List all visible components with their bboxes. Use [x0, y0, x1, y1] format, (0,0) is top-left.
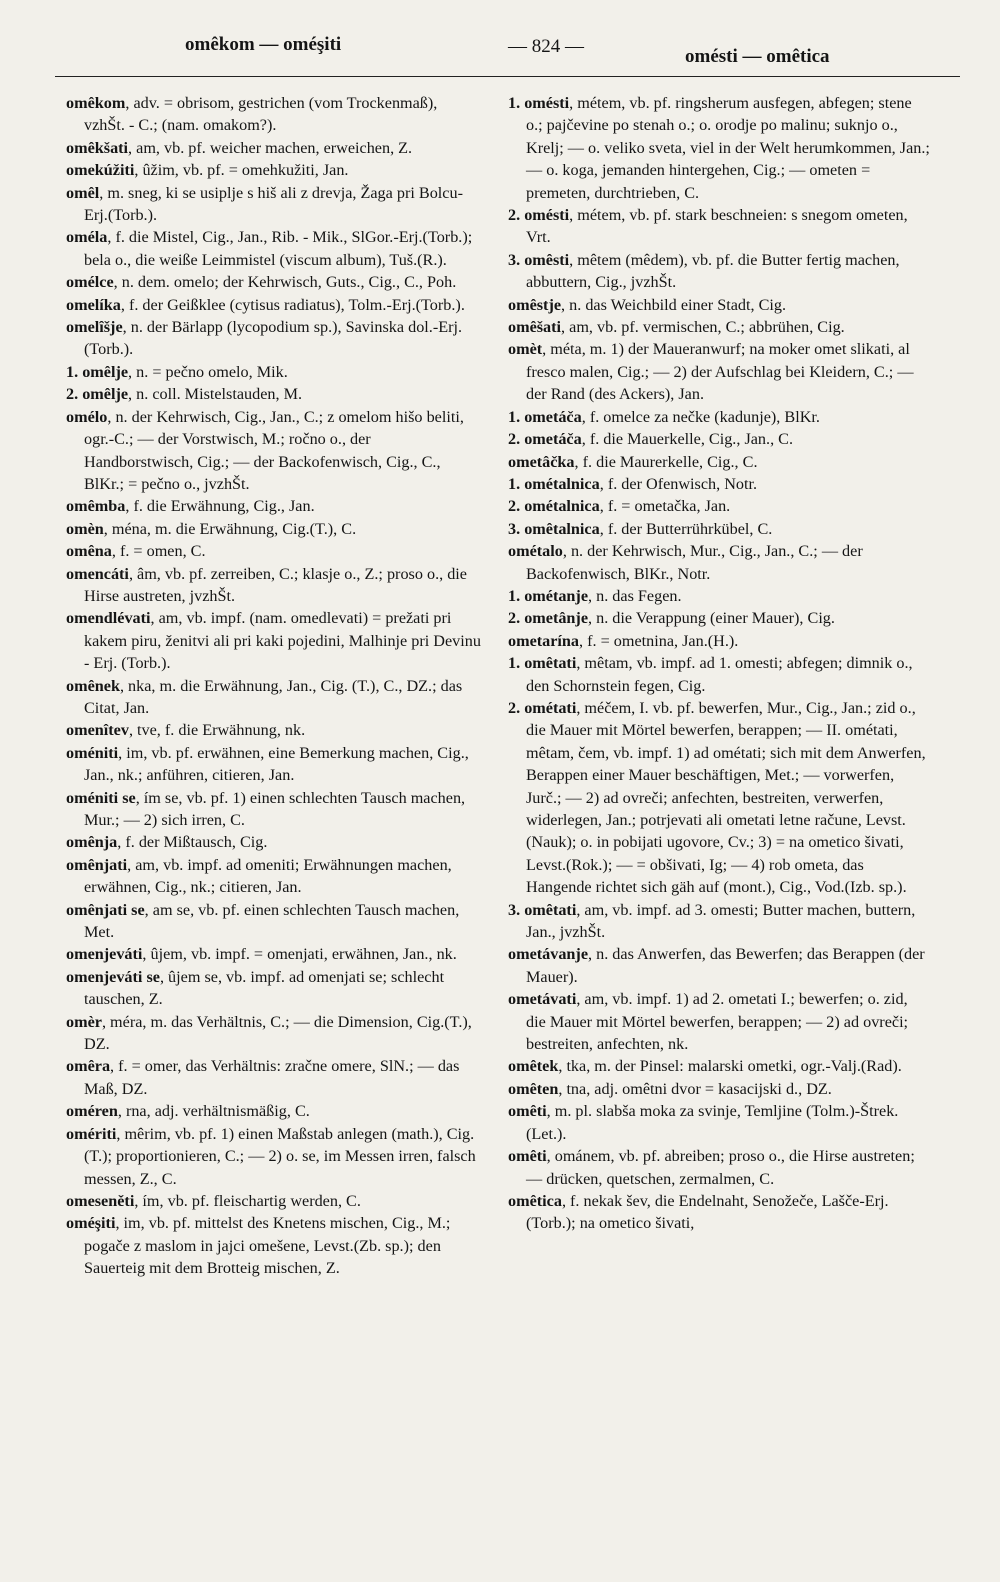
- running-head: [60, 26, 955, 67]
- headword: oméniti se: [66, 788, 136, 807]
- headword: omelîšje: [66, 318, 123, 337]
- headword: ometávati: [508, 990, 577, 1009]
- dictionary-entry: 1. omésti, métem, vb. pf. ringsherum ausfegen, abfegen; stene o.; pajčevine po stenah o.; o. orodje po malinu; suknjo o., Krelj; — o. veliko sveta, viel in der Welt herumkommen, Jan.; — o. koga, jemanden hintergehen, Cig.; — ometen = premeten, durchtrieben, C.: [508, 94, 930, 202]
- headword: 2. ometânje: [508, 609, 589, 628]
- headword: omênek: [66, 676, 120, 695]
- headword: oméren: [66, 1102, 118, 1121]
- dictionary-entry: omencáti, âm, vb. pf. zerreiben, C.; klasje o., Z.; proso o., die Hirse austreten, jvzhŠt.: [66, 564, 467, 605]
- headword: omêkom: [66, 94, 126, 112]
- dictionary-entry: ometávati, am, vb. impf. 1) ad 2. ometati I.; bewerfen; o. zid, die Mauer mit Mörtel bewerfen, berappen; — 2) ad ovreči; bestreiten, anfechten, nk.: [508, 990, 909, 1054]
- dictionary-entry: omekúžiti, ûžim, vb. pf. = omehkužiti, Jan.: [66, 161, 349, 180]
- headword: omêti: [508, 1147, 547, 1166]
- headword: 2. omésti: [508, 206, 570, 225]
- dictionary-entry: omeseněti, ím, vb. pf. fleischartig werden, C.: [66, 1191, 361, 1210]
- dictionary-entry: oméniti, im, vb. pf. erwähnen, eine Bemerkung machen, Cig., Jan., nk.; anführen, citieren, Jan.: [66, 743, 469, 785]
- headword: omencáti: [66, 564, 129, 583]
- headword: omèt: [508, 340, 543, 359]
- headword: 2. ométati: [508, 698, 577, 717]
- header-rule: [55, 76, 960, 77]
- dictionary-entry: omêkšati, am, vb. pf. weicher machen, erweichen, Z.: [66, 138, 413, 157]
- page-number: — 824 —: [508, 36, 584, 57]
- dictionary-entry: omêl, m. sneg, ki se usiplje s hiš ali z drevja, Žaga pri Bolcu-Erj.(Torb.).: [66, 183, 463, 225]
- dictionary-entry: 1. omêtati, mêtam, vb. impf. ad 1. omesti; abfegen; dimnik o., den Schornstein fegen, Cig.: [508, 654, 913, 695]
- dictionary-entry: omênek, nka, m. die Erwähnung, Jan., Cig. (T.), C., DZ.; das Citat, Jan.: [66, 676, 463, 717]
- dictionary-entry: omenjeváti se, ûjem se, vb. impf. ad omenjati se; schlecht tauschen, Z.: [66, 967, 445, 1009]
- dictionary-entry: 2. omésti, métem, vb. pf. stark beschneien: s snegom ometen, Vrt.: [508, 206, 908, 247]
- headword: oméla: [66, 228, 108, 247]
- dictionary-entry: omêtek, tka, m. der Pinsel: malarski ometki, ogr.-Valj.(Rad).: [508, 1057, 902, 1076]
- headword: oméşiti: [66, 1214, 116, 1233]
- dictionary-entry: omênjati se, am se, vb. pf. einen schlechten Tausch machen, Met.: [66, 900, 460, 942]
- headword: omeseněti: [66, 1191, 135, 1210]
- headword: ometávanje: [508, 945, 589, 964]
- dictionary-entry: ometâčka, f. die Maurerkelle, Cig., C.: [508, 452, 758, 471]
- headword: omêl: [66, 183, 100, 202]
- dictionary-entry: oméren, rna, adj. verhältnismäßig, C.: [66, 1102, 310, 1121]
- dictionary-entry: omêmba, f. die Erwähnung, Cig., Jan.: [66, 497, 315, 516]
- dictionary-entry: 1. ométalnica, f. der Ofenwisch, Notr.: [508, 474, 758, 493]
- headword: 1. ometáča: [508, 407, 582, 426]
- dictionary-entry: 3. omêtati, am, vb. impf. ad 3. omesti; Butter machen, buttern, Jan., jvzhŠt.: [508, 900, 916, 942]
- headword: omêra: [66, 1057, 111, 1076]
- headword: 1. omêtati: [508, 654, 577, 673]
- dictionary-entry: omêstje, n. das Weichbild einer Stadt, Cig.: [508, 295, 787, 314]
- headword: omèn: [66, 519, 104, 538]
- dictionary-entry: omêten, tna, adj. omêtni dvor = kasacijski d., DZ.: [508, 1079, 832, 1098]
- dictionary-entry: 2. ometânje, n. die Verappung (einer Mauer), Cig.: [508, 609, 835, 628]
- headword: omêstje: [508, 295, 562, 314]
- headword: omênjati se: [66, 900, 145, 919]
- dictionary-entry: omélo, n. der Kehrwisch, Cig., Jan., C.; z omelom hišo beliti, ogr.-C.; — der Vorstwisch, M.; ročno o., der Handborstwisch, Cig.; — der Backofenwisch, Cig., C., BlKr.; = pečno o., jvzhŠt.: [66, 407, 464, 493]
- dictionary-entry: omèt, méta, m. 1) der Maueranwurf; na moker omet slikati, al fresco malen, Cig.; — 2) der Aufschlag bei Kleidern, C.; — der Rand (des Ackers), Jan.: [508, 340, 914, 404]
- dictionary-entry: omelîšje, n. der Bärlapp (lycopodium sp.), Savinska dol.-Erj.(Torb.).: [66, 318, 463, 359]
- dictionary-entry: omendlévati, am, vb. impf. (nam. omedlevati) = prežati pri kakem piru, ženitvi ali pri kaki pojedini, Malhinje pri Devinu - Erj. (Torb.).: [66, 609, 481, 673]
- headword: ometâčka: [508, 452, 575, 471]
- dictionary-entry: oméla, f. die Mistel, Cig., Jan., Rib. - Mik., SlGor.-Erj.(Torb.); bela o., die weiße Leimmistel (viscum album), Tuš.(R.).: [66, 228, 473, 269]
- headword: 3. omêtalnica: [508, 519, 600, 538]
- headword: omelíka: [66, 295, 121, 314]
- dictionary-entry: 2. ometáča, f. die Mauerkelle, Cig., Jan., C.: [508, 430, 794, 449]
- right-column: [508, 92, 930, 1235]
- dictionary-entry: 1. omêlje, n. = pečno omelo, Mik.: [66, 362, 288, 381]
- headword: 1. ométanje: [508, 586, 589, 605]
- dictionary-entry: omélce, n. dem. omelo; der Kehrwisch, Guts., Cig., C., Poh.: [66, 273, 457, 292]
- headword: omênjati: [66, 855, 128, 874]
- header-right-guide-words: omésti — omêtica: [685, 46, 830, 67]
- headword: omenîtev: [66, 721, 129, 740]
- dictionary-entry: omêšati, am, vb. pf. vermischen, C.; abbrühen, Cig.: [508, 318, 845, 337]
- headword: 3. omêsti: [508, 250, 570, 269]
- headword: omênja: [66, 833, 118, 852]
- dictionary-entry: omelíka, f. der Geißklee (cytisus radiatus), Tolm.-Erj.(Torb.).: [66, 295, 465, 314]
- headword: omèr: [66, 1012, 102, 1031]
- dictionary-entry: oméniti se, ím se, vb. pf. 1) einen schlechten Tausch machen, Mur.; — 2) sich irren, C.: [66, 788, 466, 829]
- dictionary-entry: omèn, ména, m. die Erwähnung, Cig.(T.), C.: [66, 519, 357, 538]
- left-column: [66, 92, 481, 1280]
- dictionary-entry: omênja, f. der Mißtausch, Cig.: [66, 833, 268, 852]
- dictionary-entry: ometarína, f. = ometnina, Jan.(H.).: [508, 631, 739, 650]
- headword: omêmba: [66, 497, 126, 516]
- headword: omêtica: [508, 1191, 562, 1210]
- dictionary-entry: 2. omêlje, n. coll. Mistelstauden, M.: [66, 385, 303, 404]
- dictionary-entry: omêti, m. pl. slabša moka za svinje, Temljine (Tolm.)-Štrek.(Let.).: [508, 1102, 899, 1143]
- headword: omélce: [66, 273, 114, 292]
- dictionary-entry: oméşiti, im, vb. pf. mittelst des Knetens mischen, Cig., M.; pogače z maslom in jajci omešene, Levst.(Zb. sp.); den Sauerteig mit dem Brotteig mischen, Z.: [66, 1214, 451, 1278]
- headword: 2. omêlje: [66, 385, 129, 404]
- dictionary-entry: 1. ometáča, f. omelce za nečke (kadunje), BlKr.: [508, 407, 820, 426]
- headword: omendlévati: [66, 609, 151, 628]
- headword: omélo: [66, 407, 108, 426]
- dictionary-entry: ométalo, n. der Kehrwisch, Mur., Cig., Jan., C.; — der Backofenwisch, BlKr., Notr.: [508, 542, 863, 583]
- header-left-guide-words: omêkom — oméşiti: [185, 34, 342, 55]
- dictionary-entry: ometávanje, n. das Anwerfen, das Bewerfen; das Berappen (der Mauer).: [508, 945, 925, 986]
- dictionary-entry: omêna, f. = omen, C.: [66, 542, 206, 561]
- dictionary-entry: 2. ométalnica, f. = ometačka, Jan.: [508, 497, 731, 516]
- dictionary-entry: 1. ométanje, n. das Fegen.: [508, 586, 682, 605]
- headword: omêtek: [508, 1057, 559, 1076]
- headword: oméniti: [66, 743, 119, 762]
- headword: 2. ometáča: [508, 430, 582, 449]
- dictionary-entry: 2. ométati, méčem, I. vb. pf. bewerfen, Mur., Cig., Jan.; zid o., die Mauer mit Mörtel bewerfen, berappen; — II. ométati, mêtam, čem, vb. impf. 1) ad ométati; sich mit dem Anwerfen, Berappen einer Mauer beschäftigen, Met.; — vorwerfen, Jurč.; — 2) ad ovreči; anfechten, bestreiten, verwerfen, widerlegen, Jan.; potrjevati ali ometati letne račune, Levst.(Nauk); o. in pobijati ugovore, Cv.; 3) = na ometico šivati, Levst.(Rok.); — = obšivati, Ig; — 4) rob ometa, das Hangende richtet sich gäh auf (mont.), Cig., Vod.(Izb. sp.).: [508, 698, 926, 897]
- headword: 3. omêtati: [508, 900, 577, 919]
- dictionary-entry: 3. omêsti, mêtem (mêdem), vb. pf. die Butter fertig machen, abbuttern, Cig., jvzhŠt.: [508, 250, 900, 292]
- dictionary-entry: omêtica, f. nekak šev, die Endelnaht, Senožeče, Lašče-Erj.(Torb.); na ometico šivati,: [508, 1191, 889, 1233]
- headword: omêkšati: [66, 138, 129, 157]
- dictionary-entry: omêkom, adv. = obrisom, gestrichen (vom Trockenmaß), vzhŠt. - C.; (nam. omakom?).: [66, 94, 438, 135]
- headword: 1. omésti: [508, 94, 570, 112]
- headword: ometarína: [508, 631, 580, 650]
- dictionary-entry: omêti, ománem, vb. pf. abreiben; proso o., die Hirse austreten; — drücken, quetschen, zermalmen, C.: [508, 1147, 915, 1188]
- dictionary-entry: omèr, méra, m. das Verhältnis, C.; — die Dimension, Cig.(T.), DZ.: [66, 1012, 472, 1054]
- dictionary-entry: omériti, mêrim, vb. pf. 1) einen Maßstab anlegen (math.), Cig.(T.); proportionieren, C.; — 2) o. se, im Messen irren, falsch messen, Z., C.: [66, 1124, 476, 1188]
- dictionary-entry: omenjeváti, ûjem, vb. impf. = omenjati, erwähnen, Jan., nk.: [66, 945, 457, 964]
- headword: omenjeváti se: [66, 967, 160, 986]
- headword: ométalo: [508, 542, 563, 561]
- headword: omekúžiti: [66, 161, 135, 180]
- dictionary-entry: omenîtev, tve, f. die Erwähnung, nk.: [66, 721, 306, 740]
- headword: omériti: [66, 1124, 117, 1143]
- headword: omêten: [508, 1079, 559, 1098]
- dictionary-entry: omênjati, am, vb. impf. ad omeniti; Erwähnungen machen, erwähnen, Cig., nk.; citieren, Jan.: [66, 855, 452, 897]
- headword: 1. ométalnica: [508, 474, 600, 493]
- dictionary-entry: 3. omêtalnica, f. der Butterrührkübel, C.: [508, 519, 773, 538]
- headword: omêna: [66, 542, 112, 561]
- headword: 1. omêlje: [66, 362, 129, 381]
- dictionary-entry: omêra, f. = omer, das Verhältnis: zračne omere, SlN.; — das Maß, DZ.: [66, 1057, 460, 1098]
- headword: 2. ométalnica: [508, 497, 600, 516]
- headword: omenjeváti: [66, 945, 143, 964]
- headword: omêšati: [508, 318, 562, 337]
- headword: omêti: [508, 1102, 547, 1121]
